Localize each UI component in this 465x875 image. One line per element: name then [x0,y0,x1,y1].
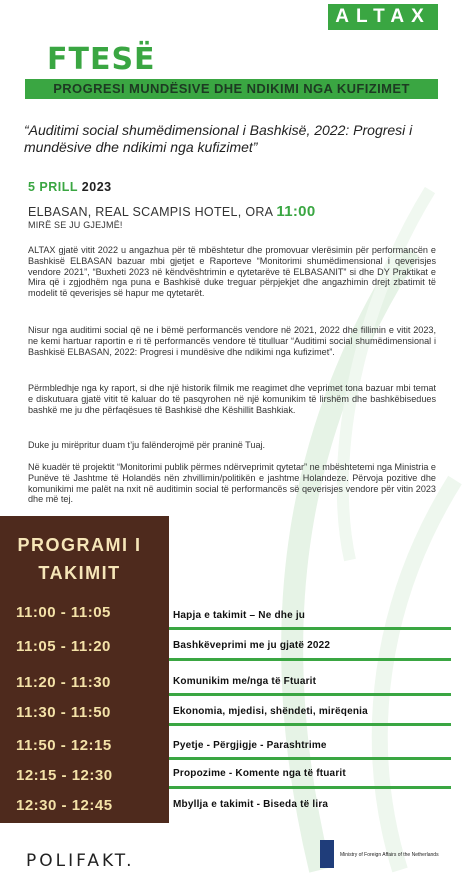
program-item-2: Bashkëveprimi me ju gjatë 2022 [173,640,331,651]
welcome-text: MIRË SE JU GJEJMË! [28,220,123,230]
program-title [12,531,147,587]
banner-text: PROGRESI MUNDËSIVE DHE NDIKIMI NGA KUFIZIMET [53,81,410,96]
program-item-5: Pyetje - Përgjigje - Parashtrime [173,740,327,751]
program-title-line1: PROGRAMI I [17,535,142,555]
program-item-3: Komunikim me/nga të Ftuarit [173,676,317,687]
ministry-emblem-icon [320,840,334,868]
program-divider [169,693,451,696]
program-time-2: 11:05 - 11:20 [16,638,111,655]
program-time-3: 11:20 - 11:30 [16,674,111,691]
date-day-month: 5 PRILL [28,180,78,194]
ministry-name: Ministry of Foreign Affairs of the Netherlands [340,852,439,858]
program-time-5: 11:50 - 12:15 [16,737,112,754]
event-time: 11:00 [276,203,316,220]
polifakt-logo: POLIFAKT. [26,851,135,871]
paragraph-project: Në kuadër të projektit “Monitorimi publik përmes ndërveprimit qytetar” ne mbështetemi nga Ministria e Punëve të Jashtme të Holandës nën zhvillimin/politikën e jashtme Holandeze. Përvoja pozitive dhe komunikimi me palët na nxit në auditimin social të performancës së qeverisjes vendore për vitin 2023 dhe më tej. [28,462,436,505]
event-venue [28,203,315,220]
program-time-1: 11:00 - 11:05 [16,604,111,621]
program-item-4: Ekonomia, mjedisi, shëndeti, mirëqenia [173,706,368,717]
program-divider [169,658,451,661]
venue-text: ELBASAN, REAL SCAMPIS HOTEL, ORA [28,205,273,219]
program-time-7: 12:30 - 12:45 [16,797,113,814]
date-year: 2023 [81,180,112,194]
program-divider [169,723,451,726]
program-title-line2: TAKIMIT [38,563,121,583]
program-time-4: 11:30 - 11:50 [16,704,111,721]
title-banner [25,79,438,99]
program-item-6: Propozime - Komente nga të ftuarit [173,768,346,779]
program-item-1: Hapja e takimit – Ne dhe ju [173,610,306,621]
program-time-6: 12:15 - 12:30 [16,767,113,784]
paragraph-thanks: Duke ju mirëpritur duam t’ju falënderojmë për praninë Tuaj. [28,440,266,450]
invitation-title: FTESË [47,42,156,77]
altax-logo: ALTAX [328,4,438,30]
event-date [28,180,112,194]
paragraph-intro: ALTAX gjatë vitit 2022 u angazhua për të mbështetur dhe promovuar vlerësimin për performancën e Bashkisë ELBASAN bazuar mbi gjetjet e Raporteve “Monitorimi shumëdimensional i qeverisjes vendore 2021”, “Buxheti 2023 në këndvështrimin e qytetarëve të ELBASANIT” si dhe DY Praktikat e Mira që i zgjodhëm nga puna e Bashkisë duke treguar përpjekjet dhe angazhimin drejt zbatimit të modelit të qeverisjes së hapur me qytetarët. [28,245,436,299]
program-divider [169,786,451,789]
paragraph-audit: Nisur nga auditimi social që ne i bëmë performancës vendore në 2021, 2022 dhe fillimin e vitit 2023, ne kemi hartuar raportin e ri të performancës vendore të titulluar “Auditimi social shumëdimensional i Bashkisë ELBASAN, 2022: Progresi i mundësive dhe ndikimi nga kufizimet”. [28,325,436,357]
paragraph-summary: Përmbledhje nga ky raport, si dhe një historik filmik me reagimet dhe veprimet tona bazuar mbi temat e diskutuara gjatë vitit të kaluar do të pasqyrohen në një komunikim të lirshëm dhe bashkëbisedues bashkë me ju dhe përfaqësues të Bashkisë dhe Këshillit Bashkiak. [28,383,436,415]
program-divider [169,627,451,630]
program-item-7: Mbyllja e takimit - Biseda të lira [173,799,329,810]
report-subtitle: “Auditimi social shumëdimensional i Bashkisë, 2022: Progresi i mundësive dhe ndikimi nga kufizimet” [24,122,413,155]
program-divider [169,757,451,760]
